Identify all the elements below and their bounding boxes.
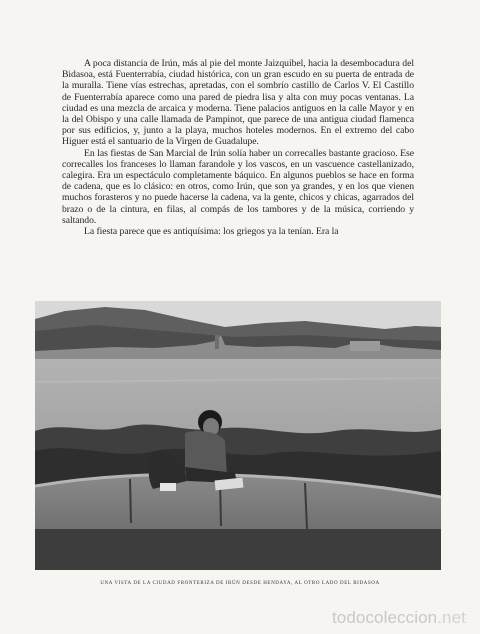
watermark-brand: todocoleccion [331,608,438,627]
watermark-suffix: .net [437,608,466,627]
photo-caption: UNA VISTA DE LA CIUDAD FRONTERIZA DE IRÚN DESDE HENDAYA, AL OTRO LADO DEL BIDASOA [100,581,380,586]
article-body [62,58,414,237]
watermark [332,608,466,628]
paragraph-correcalles: En las fiestas de San Marcial de Irún solía haber un correcalles bastante gracioso. Ese correcalles los franceses lo llaman farandole y los vascos, en un vascuence castellanizado, calegira. Era un espectáculo completamente báquico. En algunos pueblos se hace en forma de cadena, que es lo clásico: en otros, como Irún, que son ya grandes, y en los que vienen muchos forasteros y no puede hacerse la cadena, va la gente, chicos y chicas, agarrados del brazo o de la cintura, en filas, al compás de los tambores y de la música, corriendo y saltando. [62,147,414,226]
paragraph-fuenterrabia: A poca distancia de Irún, más al pie del monte Jaizquibel, hacia la desembocadura del Bidasoa, está Fuenterrabía, ciudad histórica, con un gran escudo en su puerta de entrada de la muralla. Tiene vías estrechas, apretadas, con el sombrío castillo de Carlos V. El Castillo de Fuenterrabía aparece como una pared de piedra lisa y alta con muy pocas ventanas. La ciudad es una mezcla de arcaica y moderna. Tiene palacios antiguos en la calle Mayor y en la del Obispo y una calle llamada de Pampinot, que parece de una antigua ciudad flamenca por sus edificios, y, junto a la playa, muchos hoteles modernos. En el extremo del cabo Higuer está el santuario de la Virgen de Guadalupe. [62,58,414,148]
landscape-photo [35,301,441,570]
paragraph-fiesta: La fiesta parece que es antiquísima: los griegos ya la tenían. Era la [84,226,339,238]
